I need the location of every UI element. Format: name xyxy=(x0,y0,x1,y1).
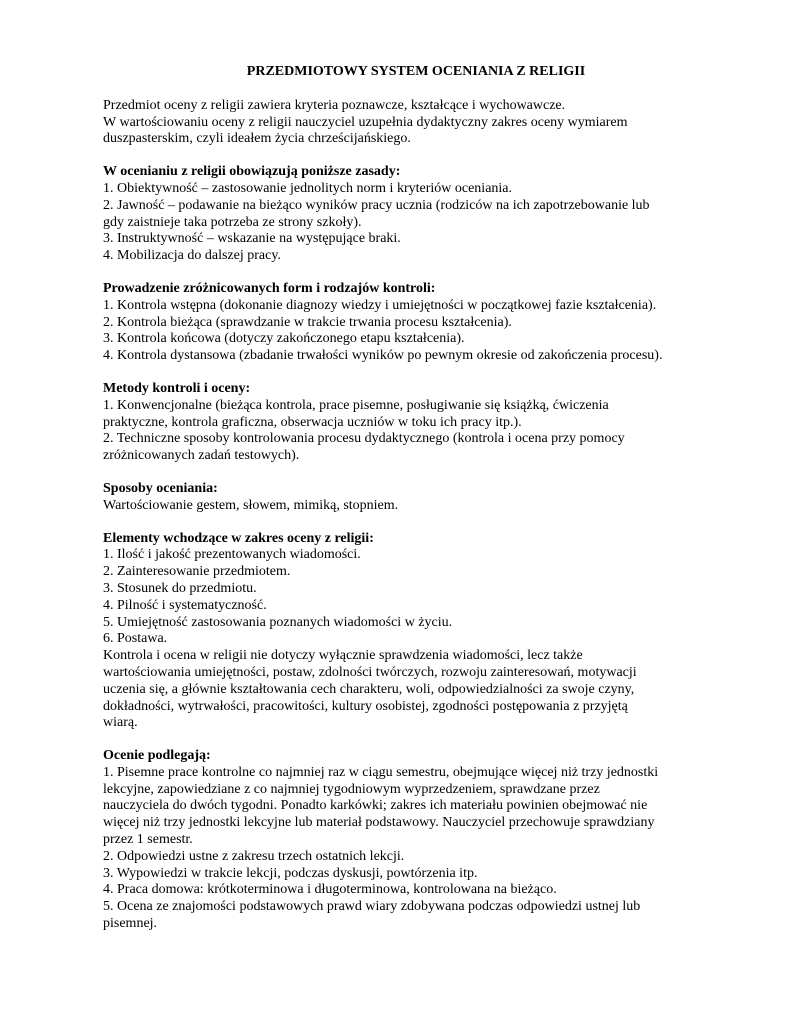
section-line: 2. Odpowiedzi ustne z zakresu trzech ostatnich lekcji. xyxy=(103,848,405,864)
section-heading: Prowadzenie zróżnicowanych form i rodzajów kontroli: xyxy=(103,280,436,296)
intro-line: W wartościowaniu oceny z religii nauczyciel uzupełnia dydaktyczny zakres oceny wymiarem xyxy=(103,114,628,130)
intro-line: Przedmiot oceny z religii zawiera kryteria poznawcze, kształcące i wychowawcze. xyxy=(103,97,566,113)
section-line: zróżnicowanych zadań testowych). xyxy=(103,448,300,464)
section-line: lekcyjne, zapowiedziane z co najmniej tygodniowym wyprzedzeniem, sprawdzane przez xyxy=(103,781,600,797)
section-line: Wartościowanie gestem, słowem, mimiką, stopniem. xyxy=(103,497,399,513)
section-line: uczenia się, a głównie kształtowania cech charakteru, woli, odpowiedzialności za swoje czyny, xyxy=(103,681,635,697)
section-principles xyxy=(103,164,703,265)
section-control-forms xyxy=(103,281,703,365)
section-line: gdy zaistnieje taka potrzeba ze strony szkoły). xyxy=(103,214,362,230)
section-line: 1. Konwencjonalne (bieżąca kontrola, prace pisemne, posługiwanie się książką, ćwiczenia xyxy=(103,397,609,413)
section-line: nauczyciela do dwóch tygodni. Ponadto karkówki; zakres ich materiału powinien obejmować nie xyxy=(103,798,648,814)
section-line: więcej niż trzy jednostki lekcyjne lub materiał podstawowy. Nauczyciel przechowuje sprawdziany xyxy=(103,815,655,831)
document-page xyxy=(103,64,703,949)
section-methods xyxy=(103,381,703,465)
section-heading: Sposoby oceniania: xyxy=(103,480,218,496)
section-line: 2. Techniczne sposoby kontrolowania procesu dydaktycznego (kontrola i ocena przy pomocy xyxy=(103,431,625,447)
section-assessment-ways xyxy=(103,481,703,515)
section-elements xyxy=(103,531,703,733)
section-line: 2. Zainteresowanie przedmiotem. xyxy=(103,564,291,580)
section-line: 1. Kontrola wstępna (dokonanie diagnozy wiedzy i umiejętności w początkowej fazie kształcenia). xyxy=(103,297,657,313)
section-line: 4. Praca domowa: krótkoterminowa i długoterminowa, kontrolowana na bieżąco. xyxy=(103,882,557,898)
section-line: przez 1 semestr. xyxy=(103,832,193,848)
section-line: 3. Kontrola końcowa (dotyczy zakończonego etapu kształcenia). xyxy=(103,331,465,347)
section-line: 4. Mobilizacja do dalszej pracy. xyxy=(103,248,281,264)
section-line: 3. Stosunek do przedmiotu. xyxy=(103,580,257,596)
section-line: 1. Obiektywność – zastosowanie jednolitych norm i kryteriów oceniania. xyxy=(103,180,513,196)
intro-line: duszpasterskim, czyli ideałem życia chrześcijańskiego. xyxy=(103,131,411,147)
page-title: PRZEDMIOTOWY SYSTEM OCENIANIA Z RELIGII xyxy=(246,64,586,79)
section-line: 5. Umiejętność zastosowania poznanych wiadomości w życiu. xyxy=(103,614,453,630)
section-line: 4. Pilność i systematyczność. xyxy=(103,597,267,613)
section-heading: Ocenie podlegają: xyxy=(103,748,211,764)
section-line: dokładności, wytrwałości, pracowitości, kultury osobistej, zgodności postępowania z przyjętą xyxy=(103,698,628,714)
section-line: 6. Postawa. xyxy=(103,631,168,647)
section-line: 2. Kontrola bieżąca (sprawdzanie w trakcie trwania procesu kształcenia). xyxy=(103,314,512,330)
section-line: 5. Ocena ze znajomości podstawowych prawd wiary zdobywana podczas odpowiedzi ustnej lub xyxy=(103,899,641,915)
section-line: 4. Kontrola dystansowa (zbadanie trwałości wyników po pewnym okresie od zakończenia procesu). xyxy=(103,348,663,364)
section-line: 2. Jawność – podawanie na bieżąco wyników pracy ucznia (rodziców na ich zapotrzebowanie lub xyxy=(103,197,650,213)
section-heading: W ocenianiu z religii obowiązują poniższe zasady: xyxy=(103,164,401,180)
section-line: 3. Wypowiedzi w trakcie lekcji, podczas dyskusji, powtórzenia itp. xyxy=(103,865,478,881)
intro-paragraph xyxy=(103,98,703,148)
section-line: 3. Instruktywność – wskazanie na występujące braki. xyxy=(103,231,401,247)
section-line: 1. Pisemne prace kontrolne co najmniej raz w ciągu semestru, obejmujące więcej niż trzy jednostki xyxy=(103,764,659,780)
section-line: 1. Ilość i jakość prezentowanych wiadomości. xyxy=(103,547,361,563)
section-subject-to-assessment xyxy=(103,748,703,933)
section-line: praktyczne, kontrola graficzna, obserwacja uczniów w toku ich pracy itp.). xyxy=(103,414,522,430)
section-line: Kontrola i ocena w religii nie dotyczy wyłącznie sprawdzenia wiadomości, lecz także xyxy=(103,648,583,664)
section-line: wartościowania umiejętności, postaw, zdolności twórczych, rozwoju zainteresowań, motywacji xyxy=(103,664,637,680)
section-line: wiarą. xyxy=(103,715,138,731)
section-line: pisemnej. xyxy=(103,916,158,932)
section-heading: Metody kontroli i oceny: xyxy=(103,380,251,396)
section-heading: Elementy wchodzące w zakres oceny z religii: xyxy=(103,530,374,546)
